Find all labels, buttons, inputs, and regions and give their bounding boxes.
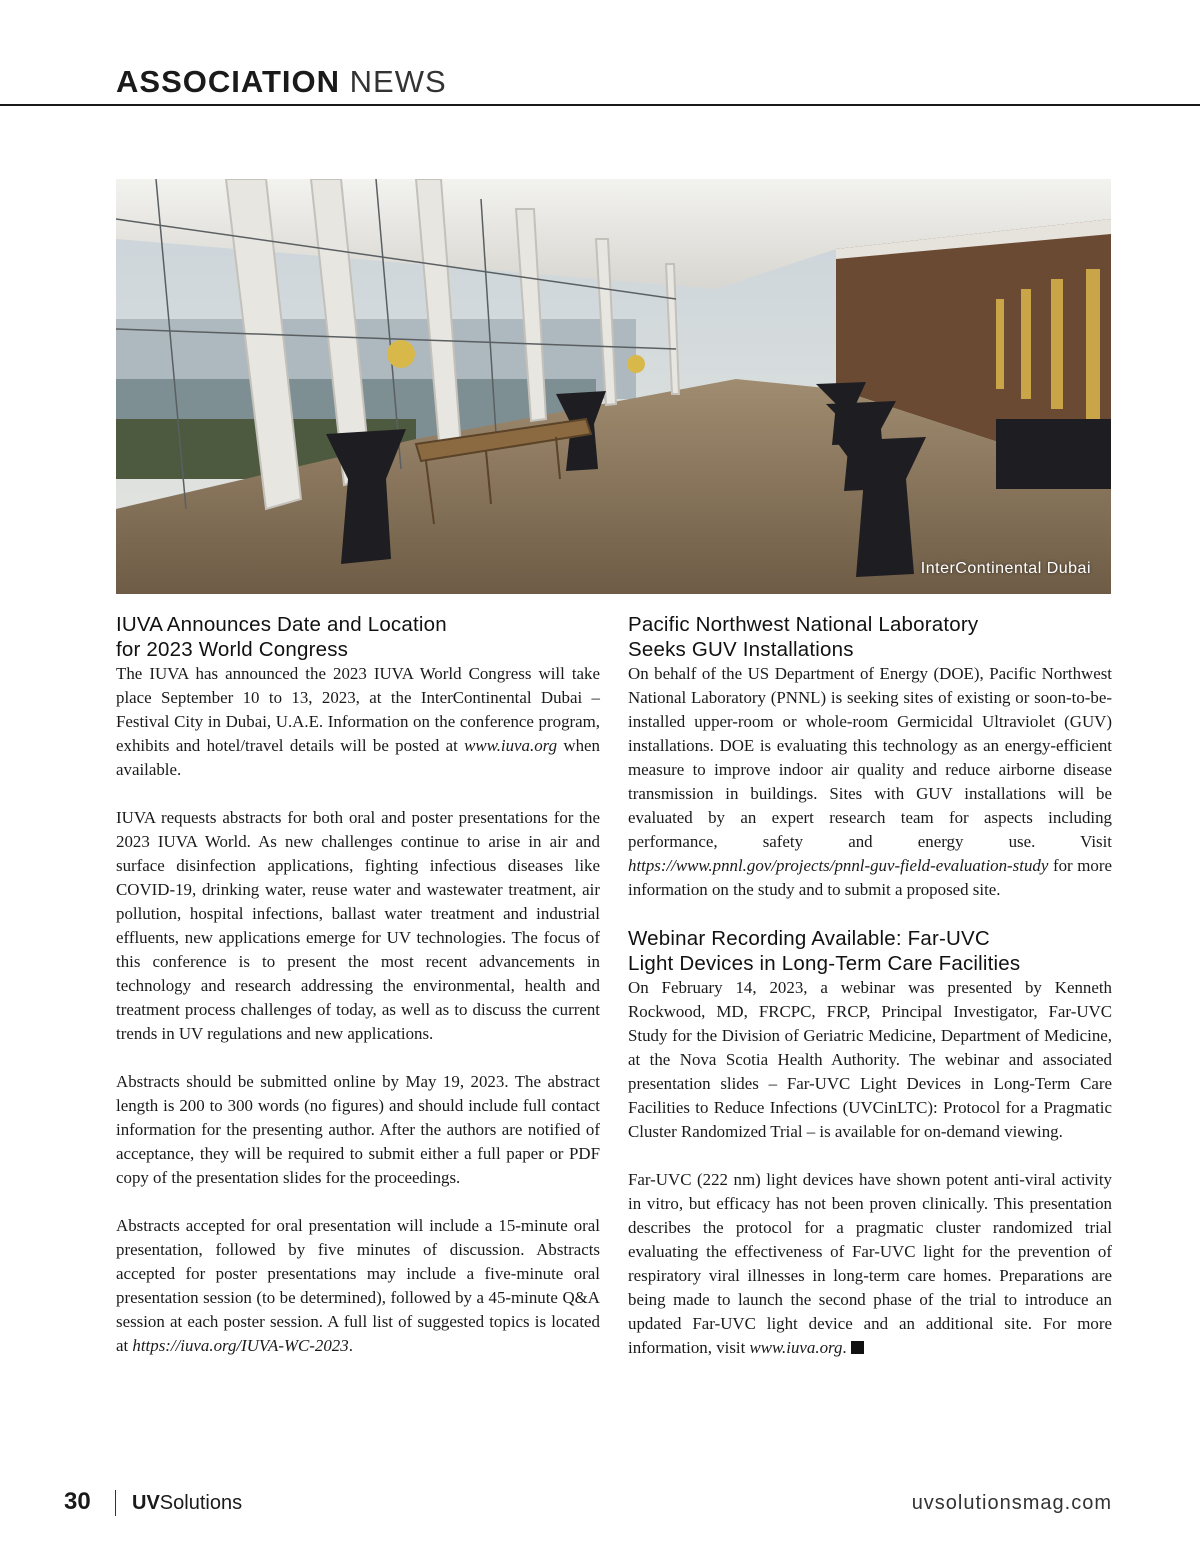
article-3-p2-link[interactable]: www.iuva.org xyxy=(749,1338,843,1357)
article-3-paragraph-1: On February 14, 2023, a webinar was presented by Kenneth Rockwood, MD, FRCPC, FRCP, Principal Investigator, Far-UVC Study for the Division of Geriatric Medicine, Department of Medicine, at the Nova Scotia Health Authority. The webinar and associated presentation slides – Far-UVC Light Devices in Long-Term Care Facilities to Reduce Infections (UVCinLTC): Protocol for a Pragmatic Cluster Randomized Trial – is available for on-demand viewing. xyxy=(628,978,1112,1141)
article-2-title-line-2: Seeks GUV Installations xyxy=(628,638,854,661)
article-3-title-line-1: Webinar Recording Available: Far-UVC xyxy=(628,927,990,950)
hero-photo-illustration xyxy=(116,179,1111,594)
magazine-name xyxy=(132,1492,242,1515)
left-column xyxy=(116,612,600,1358)
article-1-p4-link[interactable]: https://iuva.org/IUVA-WC-2023 xyxy=(132,1336,349,1355)
article-1-title-line-2: for 2023 World Congress xyxy=(116,638,349,661)
article-1-p4-text: Abstracts accepted for oral presentation will include a 15-minute oral presentation, followed by five minutes of discussion. Abstracts accepted for poster presentations may include a five-minute oral presentation session (to be determined), followed by a 45-minute Q&A session at each poster session. A full list of suggested topics is located at xyxy=(116,1216,600,1355)
magazine-name-bold: UV xyxy=(132,1492,160,1514)
article-2-paragraph-1 xyxy=(628,662,1112,902)
article-1-paragraph-2: IUVA requests abstracts for both oral and poster presentations for the 2023 IUVA World. As new challenges continue to arise in air and surface disinfection applications, fighting infectious diseases like COVID-19, drinking water, reuse water and wastewater treatment, air pollution, hospital infections, ballast water treatment and industrial effluents, new applications emerge for UV technologies. The focus of this conference is to present the most recent advancements in technology and research addressing the environmental, health and treatment process challenges of today, as well as to discuss the current trends in UV regulations and new applications. xyxy=(116,808,600,1043)
article-1-p1-end: when available. xyxy=(116,736,600,779)
magazine-name-light: Solutions xyxy=(159,1492,243,1514)
section-header xyxy=(116,64,447,100)
article-1-paragraph-1 xyxy=(116,662,600,782)
article-3-title xyxy=(628,926,1112,976)
article-3-title-line-2: Light Devices in Long-Term Care Facilities xyxy=(628,952,1021,975)
section-header-light: NEWS xyxy=(349,64,447,99)
article-1-p4-end: . xyxy=(348,1336,353,1355)
article-3-p2-text: Far-UVC (222 nm) light devices have shown potent anti-viral activity in vitro, but efficacy has not been proven clinically. This presentation describes the protocol for a pragmatic cluster randomized trial evaluating the effectiveness of Far-UVC light for the prevention of respiratory viral illnesses in long-term care homes. Preparations are being made to launch the second phase of the trial to introduce an updated Far-UVC light device and an additional site. For more information, visit xyxy=(628,1170,1112,1357)
article-2-title-line-1: Pacific Northwest National Laboratory xyxy=(628,613,979,636)
article-2-p1-end: for more information on the study and to submit a proposed site. xyxy=(628,856,1112,899)
article-2-p1-link[interactable]: https://www.pnnl.gov/projects/pnnl-guv-field-evaluation-study xyxy=(628,856,1049,875)
article-1-p1-text: The IUVA has announced the 2023 IUVA World Congress will take place September 10 to 13, 2023, at the InterContinental Dubai – Festival City in Dubai, U.A.E. Information on the conference program, exhibits and hotel/travel details will be posted at xyxy=(116,664,600,755)
article-3-p2-end: . xyxy=(842,1338,847,1357)
article-3-paragraph-2 xyxy=(628,1168,1112,1360)
header-rule xyxy=(0,104,1200,106)
article-1-paragraph-4 xyxy=(116,1214,600,1358)
article-2-title xyxy=(628,612,1112,662)
photo-caption: InterContinental Dubai xyxy=(920,560,1091,577)
article-1-p1-link[interactable]: www.iuva.org xyxy=(464,736,558,755)
website-url[interactable]: uvsolutionsmag.com xyxy=(911,1492,1112,1514)
article-1-title-line-1: IUVA Announces Date and Location xyxy=(116,613,447,636)
page-number: 30 xyxy=(64,1488,91,1515)
section-header-bold: ASSOCIATION xyxy=(116,64,340,99)
end-of-article-mark xyxy=(851,1341,864,1354)
article-1-paragraph-3: Abstracts should be submitted online by May 19, 2023. The abstract length is 200 to 300 words (no figures) and should include full contact information for the presenting author. After the authors are notified of acceptance, they will be required to submit either a full paper or PDF copy of the presentation slides for the proceedings. xyxy=(116,1072,600,1187)
footer-separator xyxy=(115,1490,116,1516)
article-1-title xyxy=(116,612,600,662)
article-2-p1-text: On behalf of the US Department of Energy (DOE), Pacific Northwest National Laboratory (PNNL) is seeking sites of existing or soon-to-be-installed upper-room or whole-room Germicidal Ultraviolet (GUV) installations. DOE is evaluating this technology as an energy-efficient measure to improve indoor air quality and reduce airborne disease transmission in buildings. Sites with GUV installations will be evaluated by an expert research team for aspects including performance, safety and energy use. Visit xyxy=(628,664,1112,851)
right-column xyxy=(628,612,1112,1360)
hero-photo xyxy=(116,179,1111,594)
